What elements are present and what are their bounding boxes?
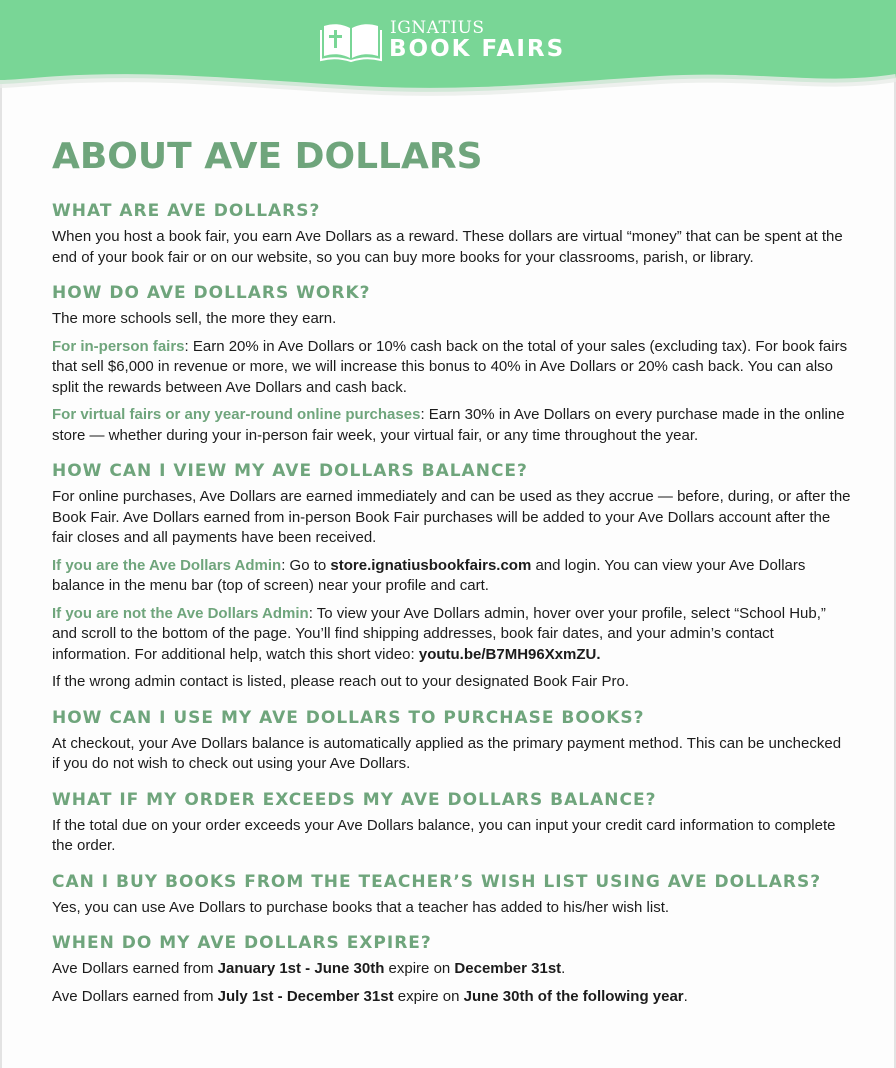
- header-banner: [0, 0, 896, 104]
- expire-period: January 1st - June 30th: [217, 960, 385, 977]
- section-how-work: [52, 282, 852, 446]
- section-wish-list: [52, 871, 852, 919]
- expire-line-2: [52, 987, 852, 1008]
- wrong-admin-paragraph: If the wrong admin contact is listed, please reach out to your designated Book Fair Pro.: [52, 673, 629, 690]
- section-text: At checkout, your Ave Dollars balance is automatically applied as the primary payment method. This can be unchecked if you do not wish to check out using your Ave Dollars.: [52, 734, 842, 772]
- nonadmin-text: : To view your Ave Dollars admin, hover over your profile, select “School Hub,” and scroll to the bottom of the page. You’ll find shipping addresses, book fair dates, and your admin’s contact information. For additional help, watch this short video:: [52, 604, 826, 663]
- inperson-text: : Earn 20% in Ave Dollars or 10% cash back on the total of your sales (excluding tax). For book fairs that sell $6,000 in revenue or more, we will increase this bonus to 40% in Ave Dollars or 20% cash back. You can also split the rewards between Ave Dollars and cash back.: [52, 337, 848, 396]
- store-link[interactable]: store.ignatiusbookfairs.com: [330, 556, 532, 574]
- video-link[interactable]: youtu.be/B7MH96XxmZU.: [418, 645, 601, 663]
- section-text: When you host a book fair, you earn Ave Dollars as a reward. These dollars are virtual “money” that can be spent at the end of your book fair or on our website, so you can buy more books for your classrooms, parish, or library.: [52, 228, 843, 266]
- section-heading: HOW CAN I VIEW MY AVE DOLLARS BALANCE?: [52, 461, 528, 481]
- expire-period: July 1st - December 31st: [217, 987, 394, 1005]
- section-view-balance: [52, 460, 852, 693]
- section-heading: HOW DO AVE DOLLARS WORK?: [52, 283, 371, 303]
- section-what-are: [52, 200, 852, 268]
- page-title: ABOUT AVE DOLLARS: [52, 136, 483, 177]
- inperson-paragraph: [52, 337, 852, 399]
- expire-text: Ave Dollars earned from: [52, 987, 218, 1005]
- section-expire: [52, 932, 852, 1007]
- expire-text: expire on: [384, 960, 455, 977]
- section-order-exceeds: [52, 789, 852, 857]
- virtual-label: For virtual fairs or any year-round online purchases: [52, 406, 421, 423]
- expire-text: .: [561, 960, 566, 977]
- nonadmin-paragraph: [52, 604, 852, 666]
- section-heading: HOW CAN I USE MY AVE DOLLARS TO PURCHASE BOOKS?: [52, 707, 645, 728]
- expire-text: expire on: [393, 987, 464, 1005]
- section-heading: WHAT IF MY ORDER EXCEEDS MY AVE DOLLARS BALANCE?: [52, 789, 657, 810]
- admin-text-post: and login. You can view your Ave Dollars balance in the menu bar (top of screen) near your profile and cart.: [52, 556, 806, 594]
- inperson-label: For in-person fairs: [52, 337, 185, 355]
- section-heading: CAN I BUY BOOKS FROM THE TEACHER’S WISH LIST USING AVE DOLLARS?: [52, 871, 822, 892]
- section-use-to-purchase: [52, 707, 852, 775]
- expire-date: June 30th of the following year: [463, 987, 684, 1005]
- page-left-border: [0, 0, 2, 1068]
- section-text: Yes, you can use Ave Dollars to purchase books that a teacher has added to his/her wish list.: [52, 898, 670, 916]
- expire-text: .: [683, 987, 688, 1005]
- document-body: [52, 136, 852, 1021]
- section-heading: WHAT ARE AVE DOLLARS?: [52, 201, 321, 221]
- virtual-paragraph: [52, 405, 852, 446]
- ignatius-book-fairs-logo[interactable]: [320, 18, 580, 66]
- expire-line-1: [52, 959, 852, 980]
- admin-paragraph: [52, 556, 852, 597]
- admin-text-pre: : Go to: [281, 556, 331, 574]
- section-heading: WHEN DO MY AVE DOLLARS EXPIRE?: [52, 933, 432, 953]
- nonadmin-label: If you are not the Ave Dollars Admin: [52, 604, 309, 622]
- expire-text: Ave Dollars earned from: [52, 960, 218, 977]
- admin-label: If you are the Ave Dollars Admin: [52, 556, 282, 574]
- section-intro: The more schools sell, the more they earn.: [52, 310, 337, 327]
- brand-name-top: IGNATIUS: [390, 18, 485, 38]
- virtual-text: : Earn 30% in Ave Dollars on every purchase made in the online store — whether during your in-person fair week, your virtual fair, or any time throughout the year.: [52, 406, 845, 444]
- open-book-cross-icon: [320, 20, 382, 62]
- brand-name-bottom: BOOK FAIRS: [389, 36, 566, 62]
- online-purchases-paragraph: For online purchases, Ave Dollars are earned immediately and can be used as they accrue — before, during, or after the Book Fair. Ave Dollars earned from in-person Book Fair purchases will be added to your Ave Dollars account after the fair closes and all payments have been received.: [52, 488, 851, 546]
- expire-date: December 31st: [454, 960, 562, 977]
- section-text: If the total due on your order exceeds your Ave Dollars balance, you can input your credit card information to complete the order.: [52, 816, 836, 854]
